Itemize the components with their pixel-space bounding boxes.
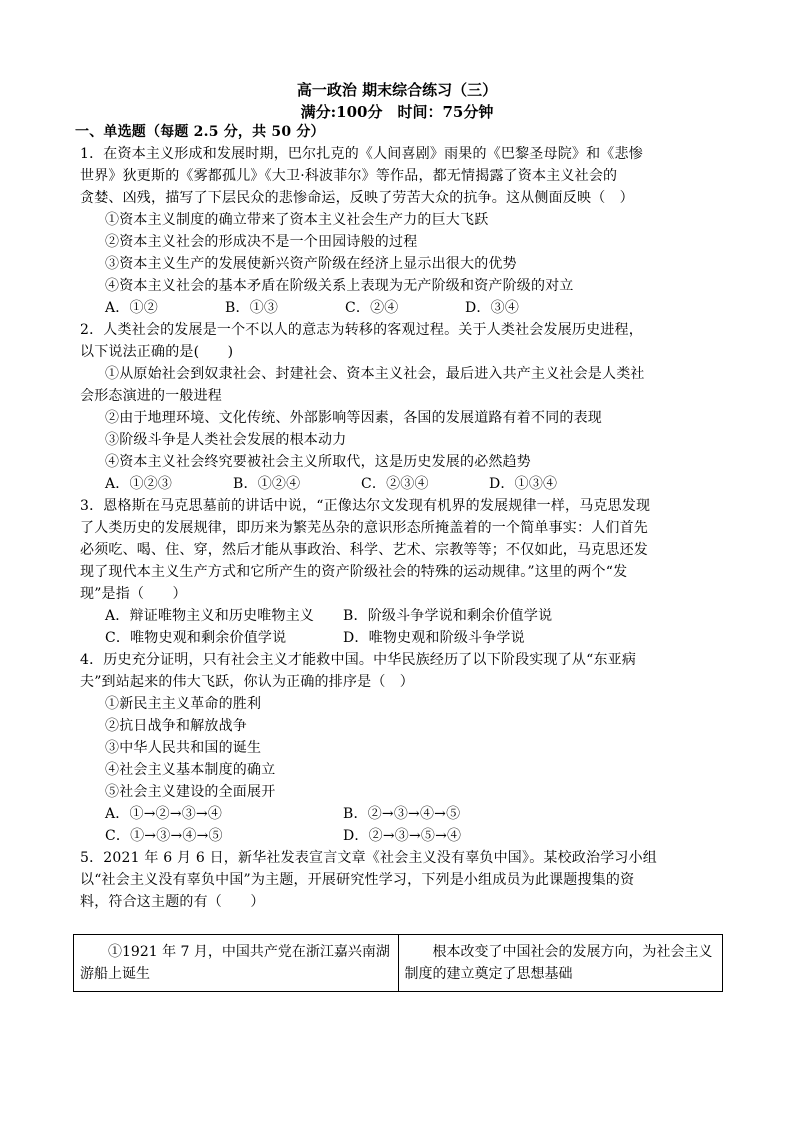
- option-a[interactable]: A．①→②→③→④: [105, 806, 223, 822]
- question-stem-line: 以“社会主义没有辜负中国”为主题，开展研究性学习，下列是小组成员为此课题搜集的资: [80, 872, 635, 888]
- exam-content: [75, 121, 730, 913]
- material-table: [73, 934, 723, 992]
- table-row: [74, 935, 723, 992]
- exam-meta: 满分:100分 时间：75分钟: [300, 103, 494, 121]
- option-b[interactable]: B．阶级斗争学说和剩余价值学说: [343, 608, 553, 624]
- statement-item: ①资本主义制度的确立带来了资本主义社会生产力的巨大飞跃: [105, 212, 489, 228]
- statement-item-continued: 会形态演进的一般进程: [80, 388, 222, 404]
- statement-item: ③资本主义生产的发展使新兴资产阶级在经济上显示出很大的优势: [105, 256, 517, 272]
- question-stem-line: 1．在资本主义形成和发展时期，巴尔扎克的《人间喜剧》雨果的《巴黎圣母院》和《悲惨: [80, 146, 643, 162]
- option-b[interactable]: B．①②④: [233, 476, 301, 492]
- option-d[interactable]: D．唯物史观和阶级斗争学说: [343, 630, 525, 646]
- statement-item: ④社会主义基本制度的确立: [105, 762, 276, 778]
- option-b[interactable]: B．②→③→④→⑤: [343, 806, 461, 822]
- option-d[interactable]: D．③④: [465, 300, 520, 316]
- answer-options: [80, 605, 730, 627]
- question-stem-line: 贪婪、凶残，描写了下层民众的悲惨命运，反映了劳苦大众的抗争。这从侧面反映（ ）: [80, 190, 634, 206]
- question-stem-line: 以下说法正确的是( ): [80, 344, 234, 360]
- section-heading: 一、单选题（每题 2.5 分，共 50 分）: [75, 124, 325, 140]
- option-a[interactable]: A．①②: [105, 300, 158, 316]
- option-c[interactable]: C．①→③→④→⑤: [105, 828, 223, 844]
- option-c[interactable]: C．②④: [345, 300, 399, 316]
- option-d[interactable]: D．①③④: [489, 476, 558, 492]
- question-stem-line: 现”是指（ ）: [80, 586, 187, 602]
- question-1: [80, 143, 730, 319]
- question-stem-line: 2．人类社会的发展是一个不以人的意志为转移的客观过程。关于人类社会发展历史进程，: [80, 322, 643, 338]
- table-cell-significance: 根本改变了中国社会的发展方向，为社会主义制度的建立奠定了思想基础: [398, 935, 723, 992]
- table-cell-event: ①1921 年 7 月，中国共产党在浙江嘉兴南湖游船上诞生: [74, 935, 399, 992]
- option-c[interactable]: C．唯物史观和剩余价值学说: [105, 630, 287, 646]
- answer-options: [80, 825, 730, 847]
- page-title: 高一政治 期末综合练习（三）: [296, 81, 498, 99]
- question-2: [80, 319, 730, 495]
- option-d[interactable]: D．②→③→⑤→④: [343, 828, 462, 844]
- question-stem-line: 5．2021 年 6 月 6 日，新华社发表宣言文章《社会主义没有辜负中国》。某校政治学习小组: [80, 850, 657, 866]
- option-a[interactable]: A．①②③: [105, 476, 173, 492]
- option-a[interactable]: A．辩证唯物主义和历史唯物主义: [105, 608, 315, 624]
- question-stem-line: 必须吃、喝、住、穿，然后才能从事政治、科学、艺术、宗教等等；不仅如此，马克思还发: [80, 542, 648, 558]
- statement-item: ①新民主主义革命的胜利: [105, 696, 262, 712]
- question-stem-line: 世界》狄更斯的《雾都孤儿》《大卫·科波菲尔》等作品，都无情揭露了资本主义社会的: [80, 168, 618, 184]
- question-stem-line: 料，符合这主题的有（ ）: [80, 894, 265, 910]
- option-c[interactable]: C．②③④: [361, 476, 429, 492]
- statement-item: ④资本主义社会的基本矛盾在阶级关系上表现为无产阶级和资产阶级的对立: [105, 278, 574, 294]
- answer-options: [80, 627, 730, 649]
- statement-item: ②抗日战争和解放战争: [105, 718, 247, 734]
- statement-item: ③中华人民共和国的诞生: [105, 740, 262, 756]
- statement-item: ⑤社会主义建设的全面展开: [105, 784, 276, 800]
- question-stem-line: 了人类历史的发展规律，即历来为繁芜丛杂的意识形态所掩盖着的一个简单事实：人们首先: [80, 520, 648, 536]
- question-stem-line: 现了现代本主义生产方式和它所产生的资产阶级社会的特殊的运动规律。”这里的两个“发: [80, 564, 628, 580]
- answer-options: [80, 803, 730, 825]
- question-stem-line: 夫”到站起来的伟大飞跃，你认为正确的排序是（ ）: [80, 674, 414, 690]
- statement-item: ②资本主义社会的形成决不是一个田园诗般的过程: [105, 234, 418, 250]
- statement-item: ②由于地理环境、文化传统、外部影响等因素，各国的发展道路有着不同的表现: [105, 410, 602, 426]
- statement-item: ④资本主义社会终究要被社会主义所取代，这是历史发展的必然趋势: [105, 454, 531, 470]
- question-3: [80, 495, 730, 649]
- statement-item: ③阶级斗争是人类社会发展的根本动力: [105, 432, 347, 448]
- option-b[interactable]: B．①③: [225, 300, 279, 316]
- question-4: [80, 649, 730, 847]
- question-stem-line: 4．历史充分证明，只有社会主义才能救中国。中华民族经历了以下阶段实现了从“东亚病: [80, 652, 637, 668]
- question-5: [80, 847, 730, 913]
- answer-options: [80, 473, 730, 495]
- question-stem-line: 3．恩格斯在马克思墓前的讲话中说，“正像达尔文发现有机界的发展规律一样，马克思发现: [80, 498, 651, 514]
- statement-item: ①从原始社会到奴隶社会、封建社会、资本主义社会，最后进入共产主义社会是人类社: [105, 366, 645, 382]
- answer-options: [80, 297, 730, 319]
